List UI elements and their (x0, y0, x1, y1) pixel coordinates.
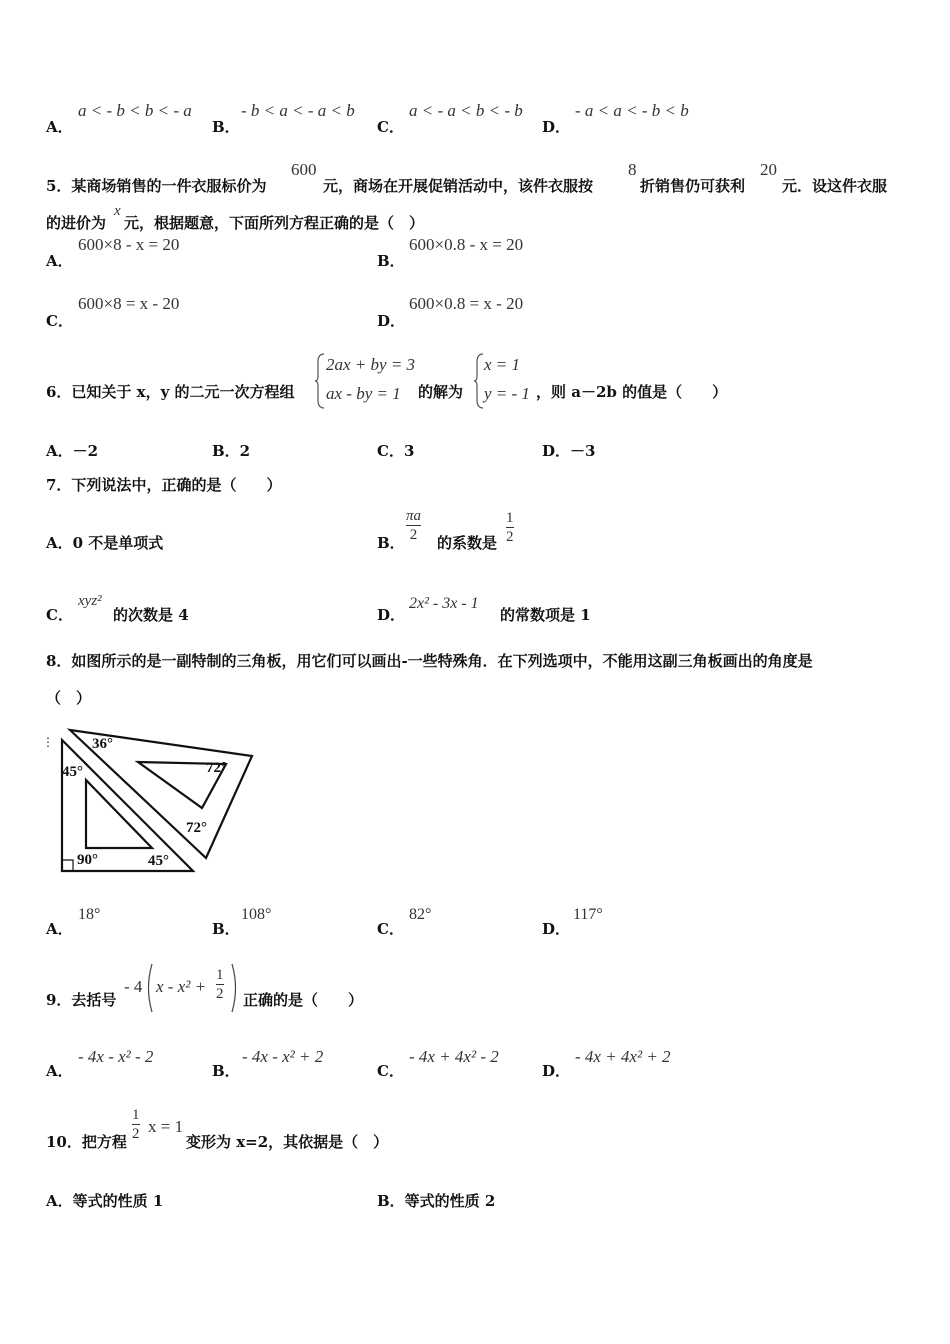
q8-option-c-val: 82° (409, 906, 432, 923)
q7-option-c-label: C． (46, 606, 73, 624)
q5-option-a-label: A． (46, 252, 73, 270)
q8-stem-1: 8．如图所示的是一副特制的三角板，用它们可以画出-一些特殊角．在下列选项中，不能用这副三角板画出的角度是 (46, 652, 813, 670)
q8-option-a-val: 18° (78, 906, 101, 923)
q9-expr-inner: x - x² + (156, 977, 207, 996)
q9-text-1: 9．去括号 (46, 991, 117, 1009)
isosceles-triangle-inner (86, 780, 152, 848)
q5-option-c-label: C． (46, 312, 73, 330)
q4-option-c-expr: a < - a < b < - b (409, 101, 523, 120)
q6-text-2: 的解为 (418, 383, 464, 401)
q8-option-b-val: 108° (241, 906, 272, 923)
q7-option-b-fraction (406, 507, 421, 544)
q9-option-a-expr: - 4x - x² - 2 (78, 1047, 154, 1066)
q9-half-num: 1 (216, 967, 224, 983)
q8-option-d-val: 117° (573, 906, 603, 923)
q5-var-x: x (114, 203, 121, 219)
q8-option-c-label: C． (377, 920, 404, 938)
q10-equation: x = 1 (148, 1117, 184, 1136)
q5-text-3: 折销售仍可获利 (640, 177, 746, 195)
q6-eq-2: ax - by = 1 (326, 384, 401, 403)
q9-option-a-label: A． (46, 1062, 73, 1080)
q10-frac-den: 2 (132, 1126, 140, 1142)
q7-option-d-label: D． (377, 606, 406, 624)
q10-text-1: 10．把方程 (46, 1133, 127, 1151)
q9-option-d-label: D． (542, 1062, 571, 1080)
q7-option-c-expr: xyz² (78, 593, 102, 609)
q5-discount: 8 (628, 160, 637, 179)
q5-option-d-expr: 600×0.8 = x - 20 (409, 294, 524, 313)
q9-half-den: 2 (216, 986, 224, 1002)
q4-option-b-expr: - b < a < - a < b (241, 101, 355, 120)
q5-option-b-label: B． (377, 252, 405, 270)
q7-option-a: A．0 不是单项式 (46, 534, 164, 552)
q6-text-3: ，则 a－2b 的值是（ ） (536, 383, 728, 401)
q5-text-6: 元，根据题意，下面所列方程正确的是（ ） (124, 214, 425, 232)
q7-option-d-text: 的常数项是 1 (500, 606, 591, 624)
q6-text-1: 6．已知关于 x，y 的二元一次方程组 (46, 383, 295, 401)
q7-option-b-label: B． (377, 534, 405, 552)
q10-fraction (132, 1106, 140, 1143)
angle-label-45-top: 45° (62, 764, 83, 780)
left-paren-icon (144, 962, 154, 1014)
q8-stem-2: （ ） (46, 689, 92, 707)
q4-option-b-label: B． (212, 118, 240, 136)
q7-option-d-expr: 2x² - 3x - 1 (409, 595, 479, 612)
q5-text-2: 元，商场在开展促销活动中，该件衣服按 (323, 177, 594, 195)
angle-label-72-bottom: 72° (186, 820, 207, 836)
q4-option-a-label: A． (46, 118, 73, 136)
angle-label-45-bottom: 45° (148, 853, 169, 869)
q9-text-2: 正确的是（ ） (243, 991, 364, 1009)
q8-option-b-label: B． (212, 920, 240, 938)
q5-text-1: 5．某商场销售的一件衣服标价为 (46, 177, 267, 195)
q6-eq-1: 2ax + by = 3 (326, 355, 416, 374)
q8-option-d-label: D． (542, 920, 571, 938)
q9-half-fraction (216, 966, 224, 1003)
q8-option-a-label: A． (46, 920, 73, 938)
q7-option-b-coef (506, 509, 514, 546)
q10-option-a: A．等式的性质 1 (46, 1192, 164, 1210)
q6-sol-2: y = - 1 (484, 384, 530, 403)
q7-stem: 7．下列说法中，正确的是（ ） (46, 476, 282, 494)
q7-option-c-text: 的次数是 4 (113, 606, 189, 624)
q5-option-b-expr: 600×0.8 - x = 20 (409, 235, 524, 254)
q5-text-5: 的进价为 (46, 214, 107, 232)
q7-option-b-text: 的系数是 (437, 534, 498, 552)
q9-option-c-label: C． (377, 1062, 404, 1080)
triangle-set-figure (40, 724, 260, 874)
q4-option-a-expr: a < - b < b < - a (78, 101, 192, 120)
q5-profit: 20 (760, 160, 777, 179)
q6-option-d: D．－3 (542, 442, 596, 460)
q7-option-b-den: 2 (409, 527, 418, 543)
q10-option-b: B．等式的性质 2 (377, 1192, 496, 1210)
q6-option-c: C．3 (377, 442, 415, 460)
q7-option-b-num: πa (406, 508, 422, 524)
q9-expr-coef: - 4 (124, 977, 143, 996)
q9-option-b-expr: - 4x - x² + 2 (242, 1047, 324, 1066)
angle-label-72-top: 72° (206, 760, 227, 776)
figure-dots: ⋮ (42, 735, 54, 749)
q4-option-d-label: D． (542, 118, 571, 136)
right-paren-icon (230, 962, 240, 1014)
q9-option-c-expr: - 4x + 4x² - 2 (409, 1047, 499, 1066)
q9-option-b-label: B． (212, 1062, 240, 1080)
q5-option-c-expr: 600×8 = x - 20 (78, 294, 180, 313)
q4-option-c-label: C． (377, 118, 404, 136)
angle-label-36: 36° (92, 736, 113, 752)
q9-option-d-expr: - 4x + 4x² + 2 (575, 1047, 671, 1066)
q5-text-4: 元．设这件衣服 (782, 177, 888, 195)
right-angle-mark (62, 860, 73, 871)
q5-option-a-expr: 600×8 - x = 20 (78, 235, 180, 254)
q10-text-2: 变形为 x=2，其依据是（ ） (186, 1133, 389, 1151)
q6-system-brace (314, 352, 326, 410)
q6-sol-1: x = 1 (484, 355, 521, 374)
q6-option-a: A．－2 (46, 442, 99, 460)
angle-label-90: 90° (77, 852, 98, 868)
q5-option-d-label: D． (377, 312, 406, 330)
q7-option-b-coef-num: 1 (506, 510, 514, 526)
q7-option-b-coef-den: 2 (506, 529, 514, 545)
q6-option-b: B．2 (212, 442, 251, 460)
q4-option-d-expr: - a < a < - b < b (575, 101, 689, 120)
q10-frac-num: 1 (132, 1107, 140, 1123)
q5-price: 600 (291, 160, 317, 179)
